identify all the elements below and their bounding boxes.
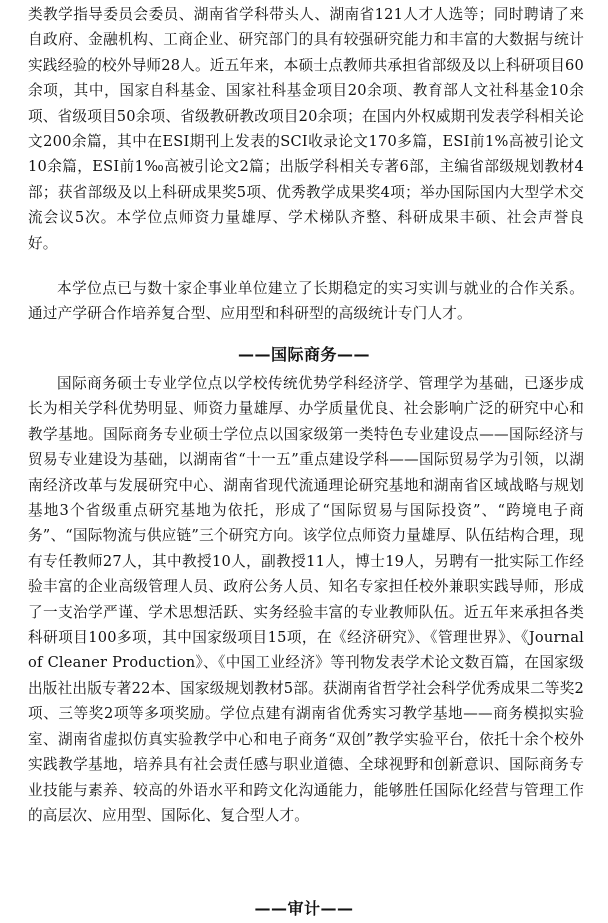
international-business-paragraph: 国际商务硕士专业学位点以学校传统优势学科经济学、管理学为基础，已逐步成长为相关学科优势明显、师资力量雄厚、办学质量优良、社会影响广泛的研究中心和教学基地。国际商务专业硕士学位点以国家级第一类特色专业建设点——国际经济与贸易专业建设为基础，以湖南省“十一五”重点建设学科——国际贸易学为引领，以湖南经济改革与发展研究中心、湖南省现代流通理论研究基地和湖南省区域战略与规划基地3个省级重点研究基地为依托，形成了“国际贸易与国际投资”、“跨境电子商务”、“国际物流与供应链”三个研究方向。该学位点师资力量雄厚、队伍结构合理，现有专任教师27人，其中教授10人，副教授11人，博士19人，另聘有一批实际工作经验丰富的企业高级管理人员、政府公务人员、知名专家担任校外兼职实践导师，形成了一支治学严谨、学术思想活跃、实务经验丰富的专业教师队伍。近五年来承担各类科研项目100多项，其中国家级项目15项，在《经济研究》、《管理世界》、《Journal of Cleaner Production》、《中国工业经济》等刊物发表学术论文数百篇，在国家级出版社出版专著22本、国家级规划教材5部。获湖南省哲学社会科学优秀成果二等奖2项、三等奖2项等多项奖励。学位点建有湖南省优秀实习教学基地——商务模拟实验室、湖南省虚拟仿真实验教学中心和电子商务“双创”教学实验平台，依托十余个校外实践教学基地，培养具有社会责任感与职业道德、全球视野和创新意识、国际商务专业技能与素养、较高的外语水平和跨文化沟通能力，能够胜任国际化经营与管理工作的高层次、应用型、国际化、复合型人才。 — [28, 375, 584, 824]
statistics-cooperation-paragraph: 本学位点已与数十家企事业单位建立了长期稳定的实习实训与就业的合作关系。通过产学研合作培养复合型、应用型和科研型的高级统计专门人才。 — [28, 280, 584, 323]
section-heading-audit: ——审计—— — [254, 899, 354, 918]
statistics-faculty-paragraph: 类教学指导委员会委员、湖南省学科带头人、湖南省121人才人选等；同时聘请了来自政府、金融机构、工商企业、研究部门的具有较强研究能力和丰富的大数据与统计实践经验的校外导师28人。近五年来，本硕士点教师共承担省部级及以上科研项目60余项，其中，国家自科基金、国家社科基金项目20余项、教育部人文社科基金10余项、省级项目50余项、省级教研教改项目20余项；在国内外权威期刊发表学科相关论文200余篇，其中在ESI期刊上发表的SCI收录论文170多篇，ESI前1%高被引论文10余篇，ESI前1‰高被引论文2篇；出版学科相关专著6部，主编省部级规划教材4部；获省部级及以上科研成果奖5项、优秀教学成果奖4项；举办国际国内大型学术交流会议5次。本学位点师资力量雄厚、学术梯队齐整、科研成果丰硕、社会声誉良好。 — [28, 6, 584, 252]
section-heading-international-business: ——国际商务—— — [237, 345, 370, 364]
